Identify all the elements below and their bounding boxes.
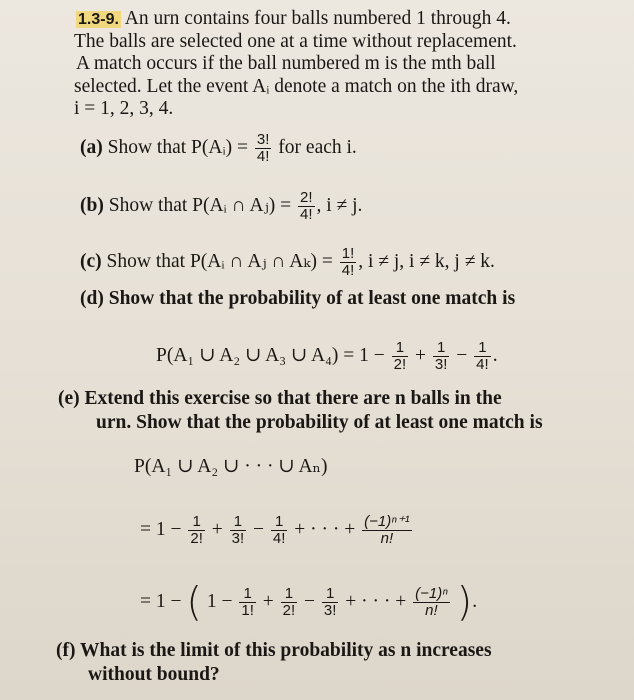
fraction-numerator: 1 [436,339,446,356]
equation-lhs: P(A₁ ∪ A₂ ∪ A₃ ∪ A₄) = 1 − [156,344,385,366]
part-e-line-3: P(A₁ ∪ A₂ ∪ · · · ∪ Aₙ) [134,456,328,477]
operator: + [211,518,223,540]
fraction [433,340,450,373]
problem-text-1: An urn contains four balls numbered 1 through 4. [124,8,511,29]
part-b-tail: , i ≠ j. [316,194,363,216]
fraction [362,514,411,547]
fraction-denominator: n! [380,530,394,547]
part-d-equation [156,340,498,373]
part-e-line-1 [58,388,502,410]
problem-number: 1.3-9. [78,11,119,28]
fraction-denominator: 4! [256,148,270,165]
fraction [322,586,339,619]
fraction-denominator: 2! [282,602,296,619]
fraction-denominator: 4! [272,530,286,547]
equation-start: = 1 − [140,518,182,540]
fraction [474,340,491,373]
fraction-numerator: 1 [325,585,335,602]
part-d [80,288,515,310]
operator: + [415,344,427,366]
part-c-label: (c) [80,250,102,272]
fraction [230,514,247,547]
part-e-equation-1 [140,514,414,547]
part-b-label: (b) [80,194,104,216]
period: . [472,590,478,612]
fraction-numerator: 1 [395,339,405,356]
fraction-numerator: 1 [478,339,487,356]
problem-line-3: A match occurs if the ball numbered m is the mth ball [76,53,496,74]
ellipsis-terms: + · · · + [345,590,407,612]
problem-line-1 [76,8,511,31]
problem-line-5: i = 1, 2, 3, 4. [74,98,174,119]
part-b [80,190,362,223]
fraction-numerator: 1! [341,245,355,262]
fraction-denominator: 4! [476,356,489,373]
part-f-label: (f) [56,640,76,661]
operator: − [456,344,468,366]
part-f-line-1 [56,640,492,662]
equation-start: = 1 − [140,590,182,612]
fraction-denominator: n! [425,602,438,619]
fraction [392,340,409,373]
fraction-numerator: 1 [233,513,243,530]
part-c-tail: , i ≠ j, i ≠ k, j ≠ k. [358,250,495,272]
fraction-numerator: 1 [243,585,252,602]
part-a-tail: for each i. [278,136,357,158]
fraction-numerator: 1 [274,513,284,530]
part-b-fraction [298,190,315,223]
part-c-fraction [340,246,357,279]
part-e-label: (e) [58,388,80,409]
problem-line-2: The balls are selected one at a time without replacement. [74,31,517,52]
part-e-text-1: Extend this exercise so that there are n balls in the [84,388,502,409]
equation-term: 1 − [206,590,233,612]
fraction-numerator: (−1)ⁿ⁺¹ [364,513,410,530]
fraction [281,586,298,619]
part-f-text-1: What is the limit of this probability as n increases [80,640,492,661]
part-e-line-2: urn. Show that the probability of at least one match is [96,412,543,433]
fraction-numerator: (−1)ⁿ [415,585,448,602]
part-c [80,246,495,279]
part-c-text: Show that P(Aᵢ ∩ Aⱼ ∩ Aₖ) = [106,250,333,272]
fraction-numerator: 1 [284,585,294,602]
part-b-text: Show that P(Aᵢ ∩ Aⱼ) = [108,194,292,216]
fraction-denominator: 3! [231,530,245,547]
part-a-fraction [255,132,272,165]
fraction-denominator: 2! [190,530,203,547]
part-e-equation-2 [140,579,478,626]
fraction [413,586,450,619]
part-a-label: (a) [80,136,103,158]
operator: − [253,518,265,540]
part-a-text: Show that P(Aᵢ) = [107,136,249,158]
part-d-label: (d) [80,288,104,309]
fraction-denominator: 2! [393,356,407,373]
problem-line-4: selected. Let the event Aᵢ denote a match on the ith draw, [74,76,519,97]
fraction-numerator: 3! [256,131,270,148]
operator: + [262,590,274,612]
fraction-denominator: 4! [341,262,355,279]
ellipsis-terms: + · · · + [294,518,356,540]
close-paren: ) [456,579,473,626]
part-a [80,132,357,165]
fraction-denominator: 3! [434,356,448,373]
fraction-denominator: 3! [323,602,337,619]
fraction [271,514,288,547]
part-d-text: Show that the probability of at least one match is [108,288,516,309]
fraction-denominator: 4! [299,206,313,223]
fraction [188,514,205,547]
period: . [492,344,498,366]
fraction [239,586,256,619]
fraction-denominator: 1! [241,602,254,619]
fraction-numerator: 2! [299,189,313,206]
open-paren: ( [186,579,202,626]
operator: − [304,590,316,612]
part-f-line-2: without bound? [88,664,220,685]
fraction-numerator: 1 [192,513,201,530]
